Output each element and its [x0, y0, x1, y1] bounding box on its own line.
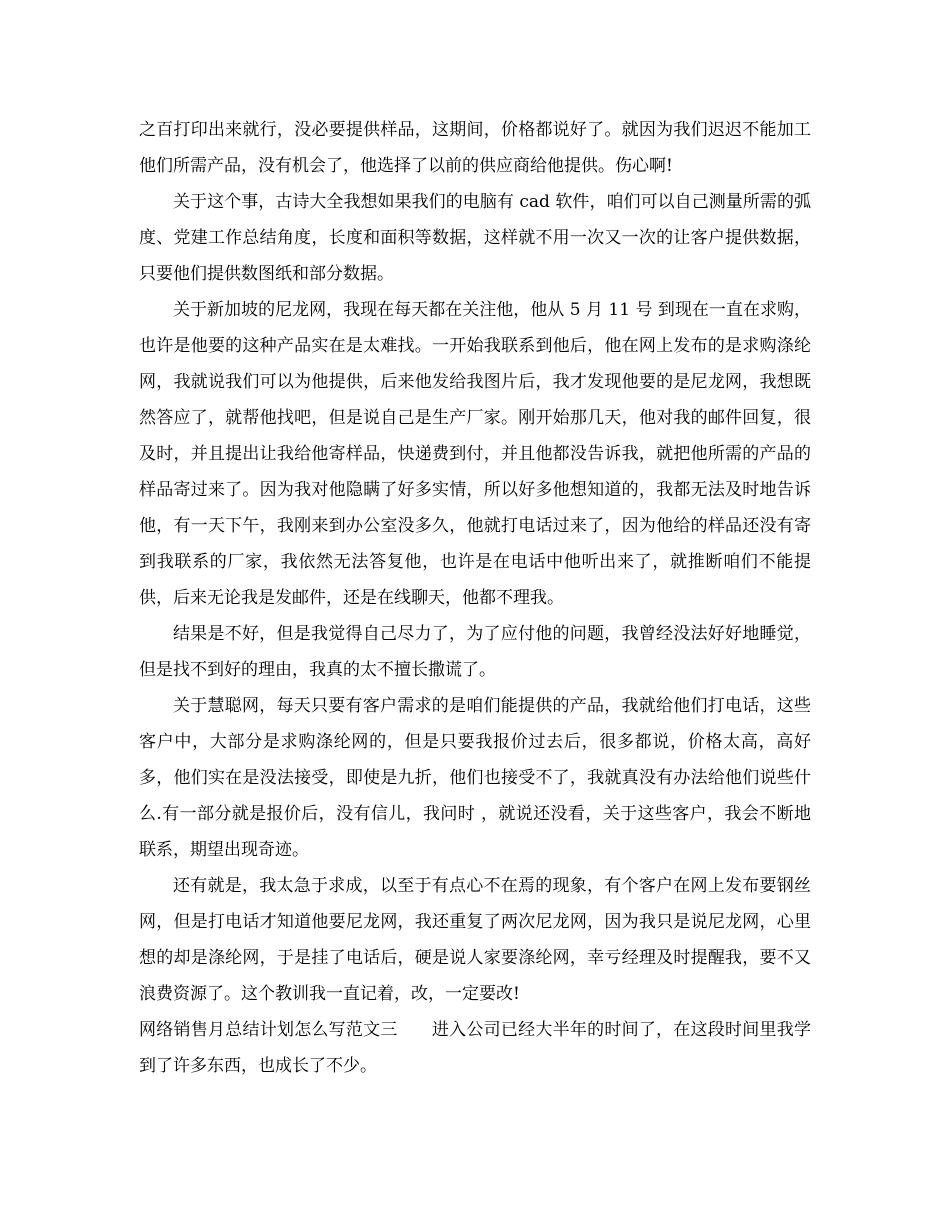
paragraph-result: 结果是不好，但是我觉得自己尽力了，为了应付他的问题，我曾经没法好好地睡觉，但是找不到好的理由，我真的太不擅长撒谎了。 [139, 624, 811, 680]
section-heading: 网络销售月总结计划怎么写范文三 [139, 1020, 398, 1040]
paragraph-cad-software: 关于这个事，古诗大全我想如果我们的电脑有 cad 软件，咱们可以自己测量所需的弧度、党建工作总结角度，长度和面积等数据，这样就不用一次又一次的让客户提供数据，只要他们提供数图纸和部分数据。 [139, 192, 811, 284]
paragraph-continued: 之百打印出来就行，没必要提供样品，这期间，价格都说好了。就因为我们迟迟不能加工他们所需产品，没有机会了，他选择了以前的供应商给他提供。伤心啊! [139, 120, 811, 176]
paragraph-singapore-nylon: 关于新加坡的尼龙网，我现在每天都在关注他，他从 5 月 11 号 到现在一直在求购，也许是他要的这种产品实在是太难找。一开始我联系到他后，他在网上发布的是求购涤纶网，我就说我们可以为他提供，后来他发给我图片后，我才发现他要的是尼龙网，我想既然答应了，就帮他找吧，但是说自己是生产厂家。刚开始那几天，他对我的邮件回复，很及时，并且提出让我给他寄样品，快递费到付，并且他都没告诉我，就把他所需的产品的样品寄过来了。因为我对他隐瞒了好多实情，所以好多他想知道的，我都无法及时地告诉他，有一天下午，我刚来到办公室没多久，他就打电话过来了，因为他给的样品还没有寄到我联系的厂家，我依然无法答复他，也许是在电话中他听出来了，就推断咱们不能提供，后来无论我是发邮件，还是在线聊天，他都不理我。 [139, 300, 811, 608]
paragraph-huicong: 关于慧聪网，每天只要有客户需求的是咱们能提供的产品，我就给他们打电话，这些客户中，大部分是求购涤纶网的，但是只要我报价过去后，很多都说，价格太高，高好多，他们实在是没法接受，即使是九折，他们也接受不了，我就真没有办法给他们说些什么.有一部分就是报价后，没有信儿，我问时 ，就说还没看，关于这些客户，我会不断地联系，期望出现奇迹。 [139, 696, 811, 860]
paragraph-final [139, 1012, 811, 1084]
final-text: 进入公司已经大半年的时间了，在这段时间里我学到了许多东西，也成长了不少。 [139, 1020, 812, 1076]
paragraph-lesson: 还有就是，我太急于求成，以至于有点心不在焉的现象，有个客户在网上发布要钢丝网，但是打电话才知道他要尼龙网，我还重复了两次尼龙网，因为我只是说尼龙网，心里想的却是涤纶网，于是挂了电话后，硬是说人家要涤纶网，幸亏经理及时提醒我，要不又浪费资源了。这个教训我一直记着，改，一定要改! [139, 876, 811, 1004]
